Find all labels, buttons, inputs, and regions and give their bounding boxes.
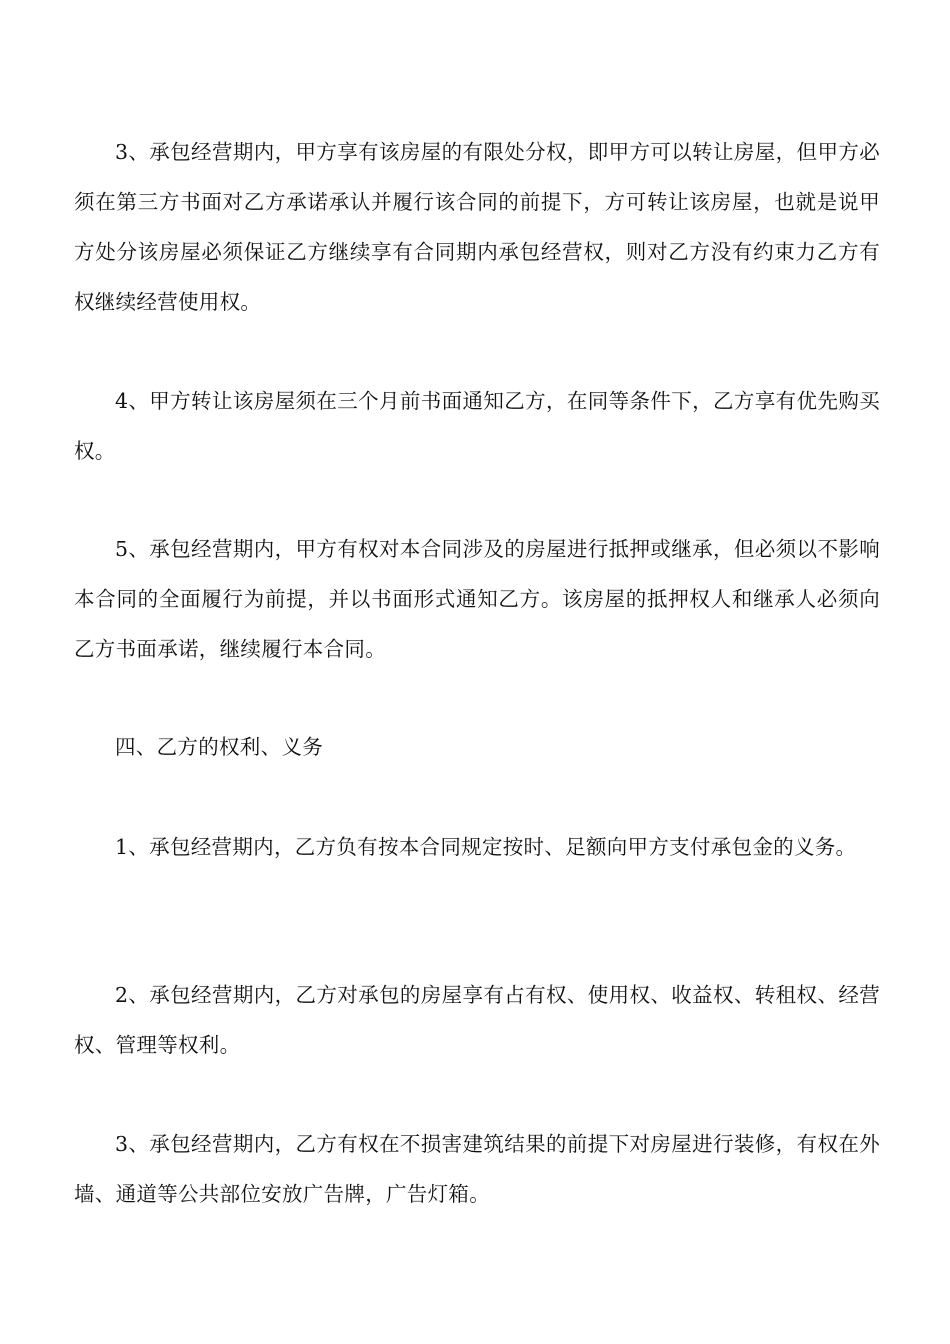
clause-4-transfer-notice: 4、甲方转让该房屋须在三个月前书面通知乙方，在同等条件下，乙方享有优先购买权。 <box>74 389 880 463</box>
clause-2-tenant-rights: 2、承包经营期内，乙方对承包的房屋享有占有权、使用权、收益权、转租权、经营权、管理等权利。 <box>74 983 880 1057</box>
clause-5-mortgage-inheritance: 5、承包经营期内，甲方有权对本合同涉及的房屋进行抵押或继承，但必须以不影响本合同的全面履行为前提，并以书面形式通知乙方。该房屋的抵押权人和继承人必须向乙方书面承诺，继续履行本合同。 <box>74 537 880 661</box>
section-4-heading: 四、乙方的权利、义务 <box>115 735 323 759</box>
clause-3-renovation-rights: 3、承包经营期内，乙方有权在不损害建筑结果的前提下对房屋进行装修，有权在外墙、通道等公共部位安放广告牌，广告灯箱。 <box>74 1132 880 1206</box>
clause-1-payment-obligation: 1、承包经营期内，乙方负有按本合同规定按时、足额向甲方支付承包金的义务。 <box>115 835 857 859</box>
clause-3-landlord-disposal: 3、承包经营期内，甲方享有该房屋的有限处分权，即甲方可以转让房屋，但甲方必须在第三方书面对乙方承诺承认并履行该合同的前提下，方可转让该房屋，也就是说甲方处分该房屋必须保证乙方继续享有合同期内承包经营权，则对乙方没有约束力乙方有权继续经营使用权。 <box>74 140 880 314</box>
